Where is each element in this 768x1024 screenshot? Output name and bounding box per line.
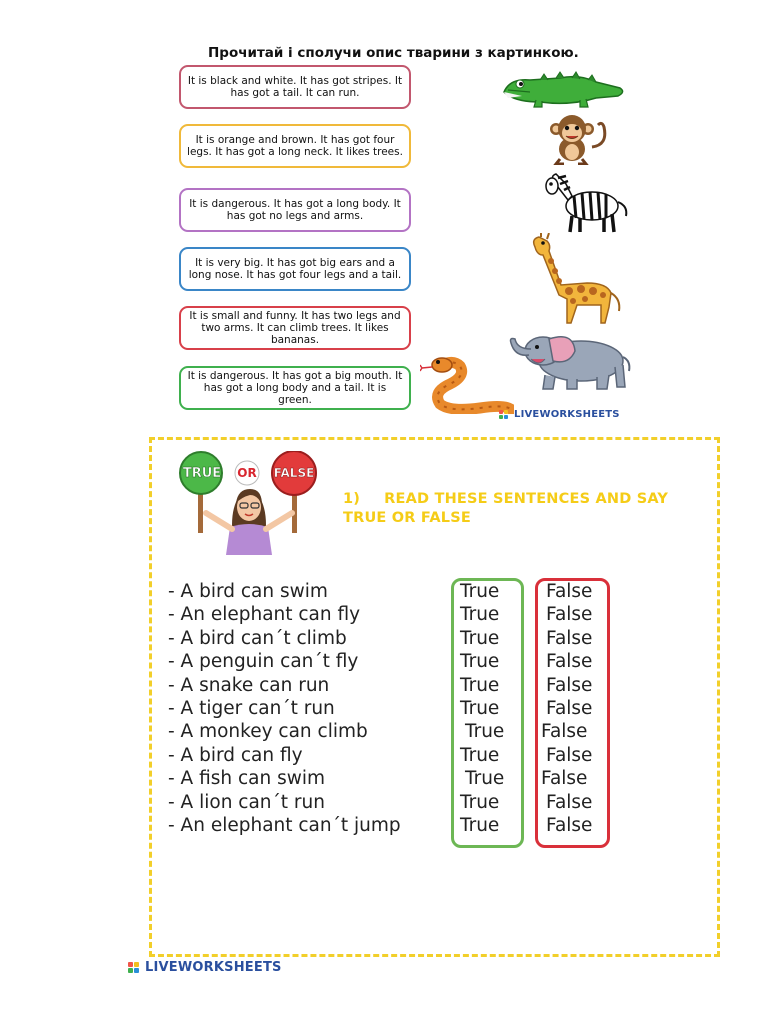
- false-option[interactable]: False: [546, 628, 593, 649]
- true-option[interactable]: True: [460, 651, 500, 672]
- liveworksheets-logo-icon: [499, 410, 511, 420]
- description-box[interactable]: It is small and funny. It has two legs and two arms. It can climb trees. It likes bananas.: [179, 306, 411, 350]
- false-option[interactable]: False: [546, 815, 593, 836]
- elephant-image[interactable]: [505, 331, 637, 391]
- zebra-image[interactable]: [540, 172, 636, 234]
- sentence-item: - An elephant can´t jump: [168, 815, 401, 836]
- true-option[interactable]: True: [460, 581, 500, 602]
- false-option[interactable]: False: [541, 721, 588, 742]
- description-box[interactable]: It is very big. It has got big ears and a long nose. It has got four legs and a tail.: [179, 247, 411, 291]
- sentence-item: - A monkey can climb: [168, 721, 368, 742]
- description-box[interactable]: It is dangerous. It has got a long body. It has got no legs and arms.: [179, 188, 411, 232]
- sentence-item: - A tiger can´t run: [168, 698, 335, 719]
- badge-false-text: FALSE: [273, 466, 315, 480]
- true-option[interactable]: True: [465, 721, 505, 742]
- true-option[interactable]: True: [460, 792, 500, 813]
- task-title-text: READ THESE SENTENCES AND SAY TRUE OR FALSE: [343, 491, 669, 526]
- false-option[interactable]: False: [546, 745, 593, 766]
- true-option[interactable]: True: [465, 768, 505, 789]
- task-number: 1): [343, 491, 361, 507]
- liveworksheets-logo-top: LIVEWORKSHEETS: [499, 409, 620, 420]
- sentence-item: - A snake can run: [168, 675, 330, 696]
- true-option[interactable]: True: [460, 628, 500, 649]
- sentence-item: - An elephant can fly: [168, 604, 361, 625]
- liveworksheets-logo-icon: [128, 962, 142, 974]
- crocodile-image[interactable]: [500, 66, 628, 108]
- sentence-item: - A bird can fly: [168, 745, 303, 766]
- true-option[interactable]: True: [460, 745, 500, 766]
- true-option[interactable]: True: [460, 698, 500, 719]
- sentence-item: - A penguin can´t fly: [168, 651, 359, 672]
- false-option[interactable]: False: [541, 768, 588, 789]
- true-option[interactable]: True: [460, 675, 500, 696]
- sentence-item: - A lion can´t run: [168, 792, 325, 813]
- badge-true-text: TRUE: [182, 466, 222, 481]
- giraffe-image[interactable]: [517, 233, 627, 325]
- false-option[interactable]: False: [546, 698, 593, 719]
- false-option[interactable]: False: [546, 792, 593, 813]
- false-option[interactable]: False: [546, 581, 593, 602]
- description-box[interactable]: It is black and white. It has got stripes. It has got a tail. It can run.: [179, 65, 411, 109]
- sentence-item: - A fish can swim: [168, 768, 326, 789]
- true-option[interactable]: True: [460, 604, 500, 625]
- monkey-image[interactable]: [542, 113, 612, 165]
- sentence-item: - A bird can´t climb: [168, 628, 347, 649]
- description-box[interactable]: It is orange and brown. It has got four legs. It has got a long neck. It likes trees.: [179, 124, 411, 168]
- badge-or-text: OR: [237, 466, 257, 480]
- description-box[interactable]: It is dangerous. It has got a big mouth. It has got a long body and a tail. It is green.: [179, 366, 411, 410]
- snake-image[interactable]: [420, 354, 514, 414]
- true-option[interactable]: True: [460, 815, 500, 836]
- task-title: [343, 490, 693, 528]
- false-option[interactable]: False: [546, 675, 593, 696]
- false-option[interactable]: False: [546, 651, 593, 672]
- matching-title: Прочитай і сполучи опис тварини з картинкою.: [208, 45, 579, 61]
- false-option[interactable]: False: [546, 604, 593, 625]
- sentence-item: - A bird can swim: [168, 581, 328, 602]
- liveworksheets-logo-bottom: LIVEWORKSHEETS: [128, 960, 282, 975]
